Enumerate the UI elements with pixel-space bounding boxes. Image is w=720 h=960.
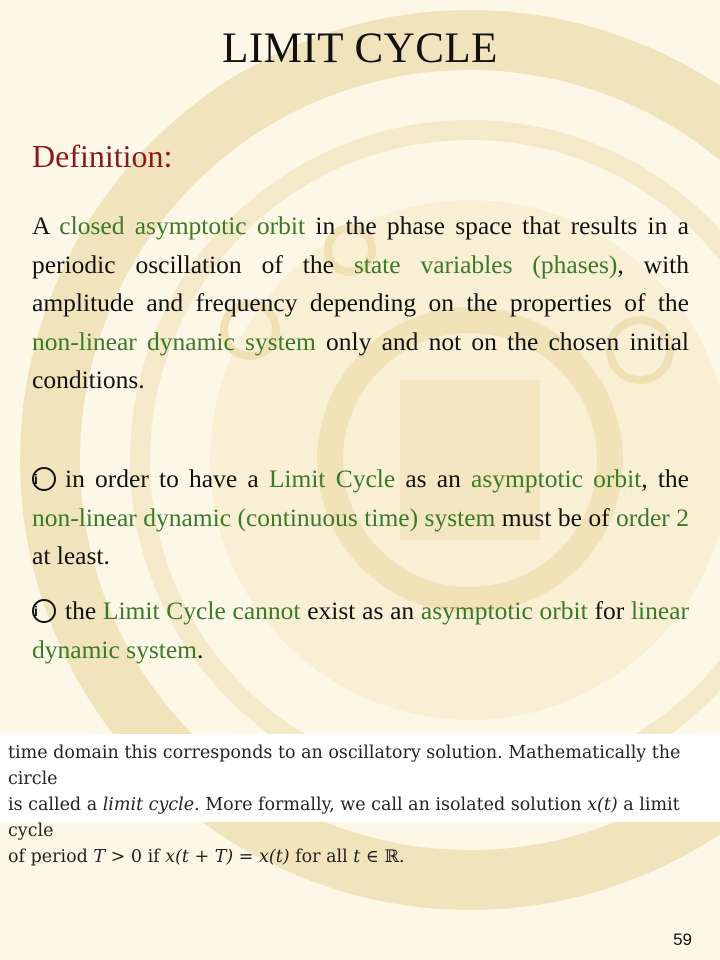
- highlight-non-linear-dynamic-system: non-linear dynamic system: [32, 326, 316, 356]
- highlight-state-variables: state variables (phases): [353, 249, 618, 279]
- highlight-closed-asymptotic-orbit: closed asymptotic orbit: [59, 211, 306, 240]
- definition-paragraph: A closed asymptotic orbit in the phase space that results in a periodic oscillation of the state variables (phases), with amplitude and frequency depending on the properties of the non-linear dynamic system only and not on the chosen initial conditions.: [32, 211, 689, 394]
- textbook-excerpt: [0, 734, 720, 867]
- definition-heading: Definition:: [32, 138, 173, 174]
- info-icon: i: [32, 599, 56, 623]
- slide-title: LIMIT CYCLE: [222, 25, 498, 72]
- excerpt-text: time domain this corresponds to an oscillatory solution. Mathematically the circle is called a limit cycle. More formally, we call an isolated solution x(t) a limit cycle of period T > 0 if x(t + T) = x(t) for all t ∈ ℝ.: [8, 743, 681, 867]
- info-icon: i: [32, 467, 56, 491]
- note-linear-system: i the Limit Cycle cannot exist as an asymptotic orbit for linear dynamic system.: [32, 596, 689, 664]
- note-order-2: i in order to have a Limit Cycle as an asymptotic orbit, the non-linear dynamic (continuous time) system must be of order 2 at least.: [32, 464, 689, 570]
- page-number: 59: [673, 930, 692, 949]
